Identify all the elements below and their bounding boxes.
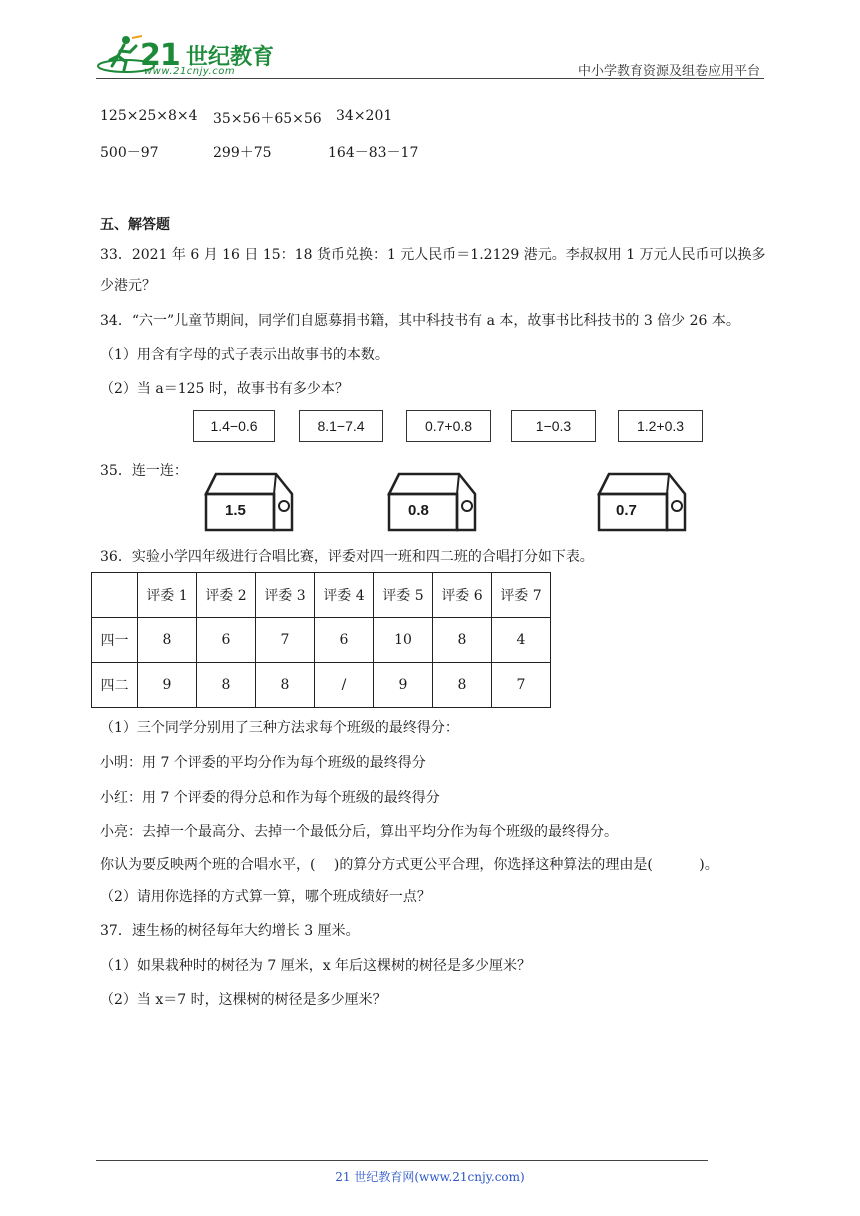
q36-xiaoming: 小明：用 7 个评委的平均分作为每个班级的最终得分 bbox=[100, 755, 426, 771]
table-cell: 4 bbox=[492, 618, 551, 663]
table-cell: 7 bbox=[492, 663, 551, 708]
q35-label: 35．连一连： bbox=[100, 463, 188, 479]
calc-expression: 125×25×8×4 bbox=[100, 108, 198, 124]
table-cell: 9 bbox=[138, 663, 197, 708]
expression-box: 8.1−7.4 bbox=[299, 410, 383, 442]
table-cell: 8 bbox=[197, 663, 256, 708]
expression-box: 1.4−0.6 bbox=[193, 410, 275, 442]
q36-question: 你认为要反映两个班的合唱水平，( )的算分方式更公平合理，你选择这种算法的理由是( )。 bbox=[100, 857, 719, 873]
table-cell: 9 bbox=[374, 663, 433, 708]
calc-expression: 35×56＋65×56 bbox=[213, 111, 322, 127]
house-icon bbox=[204, 472, 296, 534]
table-header-cell: 评委 3 bbox=[256, 573, 315, 618]
table-header-cell: 评委 1 bbox=[138, 573, 197, 618]
q37-sub2: （2）当 x＝7 时，这棵树的树径是多少厘米？ bbox=[100, 992, 387, 1008]
house-value: 1.5 bbox=[225, 502, 246, 519]
calc-expression: 500－97 bbox=[100, 145, 159, 161]
table-cell: 8 bbox=[433, 618, 492, 663]
q37-sub1: （1）如果栽种时的树径为 7 厘米，x 年后这棵树的树径是多少厘米？ bbox=[100, 958, 532, 974]
footer-link[interactable]: 21 世纪教育网(www.21cnjy.com) bbox=[335, 1170, 525, 1184]
expression-box: 1−0.3 bbox=[511, 410, 596, 442]
header-divider bbox=[96, 78, 764, 79]
q37-text: 37．速生杨的树径每年大约增长 3 厘米。 bbox=[100, 923, 360, 939]
table-cell: 8 bbox=[138, 618, 197, 663]
scores-table bbox=[91, 572, 551, 708]
table-row bbox=[92, 618, 551, 663]
q36-sub2: （2）请用你选择的方式算一算，哪个班成绩好一点？ bbox=[100, 889, 431, 905]
table-row bbox=[92, 663, 551, 708]
table-cell: 8 bbox=[256, 663, 315, 708]
house-icon bbox=[387, 472, 479, 534]
q36-xiaoliang: 小亮：去掉一个最高分、去掉一个最低分后，算出平均分作为每个班级的最终得分。 bbox=[100, 824, 618, 840]
table-header-cell: 评委 4 bbox=[315, 573, 374, 618]
q33-text-cont: 少港元？ bbox=[100, 278, 156, 294]
platform-name: 中小学教育资源及组卷应用平台 bbox=[577, 64, 760, 79]
section-title: 五、解答题 bbox=[100, 217, 170, 233]
q36-sub1: （1）三个同学分别用了三种方法求每个班级的最终得分： bbox=[100, 720, 459, 736]
footer-divider bbox=[96, 1160, 708, 1161]
table-header-cell: 评委 6 bbox=[433, 573, 492, 618]
q34-text: 34．“六一”儿童节期间，同学们自愿募捐书籍，其中科技书有 a 本，故事书比科技书的 3 倍少 26 本。 bbox=[100, 313, 740, 329]
table-header-cell: 评委 5 bbox=[374, 573, 433, 618]
table-header-row bbox=[92, 573, 551, 618]
house-value: 0.8 bbox=[408, 502, 429, 519]
table-cell: / bbox=[315, 663, 374, 708]
q36-text: 36．实验小学四年级进行合唱比赛，评委对四一班和四二班的合唱打分如下表。 bbox=[100, 549, 594, 565]
calc-expression: 164－83－17 bbox=[328, 145, 419, 161]
calc-expression: 34×201 bbox=[336, 108, 393, 124]
row-label: 四二 bbox=[92, 663, 138, 708]
logo-text: 世纪教育 bbox=[186, 45, 275, 70]
q36-xiaohong: 小红：用 7 个评委的得分总和作为每个班级的最终得分 bbox=[100, 790, 440, 806]
q34-sub1: （1）用含有字母的式子表示出故事书的本数。 bbox=[100, 347, 389, 363]
table-cell: 10 bbox=[374, 618, 433, 663]
table-cell: 7 bbox=[256, 618, 315, 663]
logo-number: 21 bbox=[140, 38, 180, 73]
table-header-cell: 评委 7 bbox=[492, 573, 551, 618]
table-cell: 8 bbox=[433, 663, 492, 708]
table-corner-cell bbox=[92, 573, 138, 618]
table-header-cell: 评委 2 bbox=[197, 573, 256, 618]
q33-text: 33．2021 年 6 月 16 日 15：18 货币兑换：1 元人民币＝1.2129 港元。李叔叔用 1 万元人民币可以换多 bbox=[100, 247, 766, 263]
row-label: 四一 bbox=[92, 618, 138, 663]
expression-box: 0.7+0.8 bbox=[406, 410, 491, 442]
house-icon bbox=[597, 472, 689, 534]
expression-box: 1.2+0.3 bbox=[618, 410, 703, 442]
calc-expression: 299＋75 bbox=[213, 145, 272, 161]
house-value: 0.7 bbox=[616, 502, 637, 519]
table-cell: 6 bbox=[315, 618, 374, 663]
logo-url: www.21cnjy.com bbox=[144, 66, 236, 77]
table-cell: 6 bbox=[197, 618, 256, 663]
q34-sub2: （2）当 a＝125 时，故事书有多少本？ bbox=[100, 381, 349, 397]
